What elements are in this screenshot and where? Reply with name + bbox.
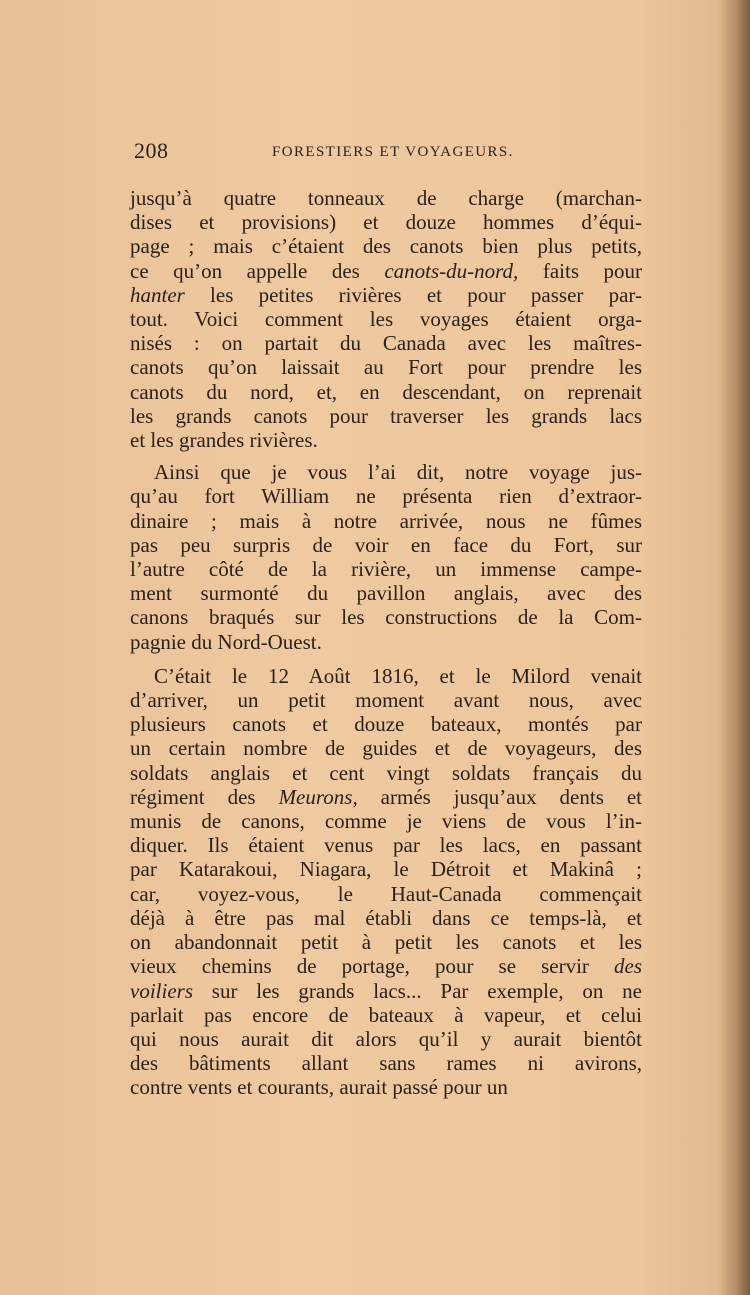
italic-text: hanter xyxy=(130,282,185,307)
italic-text: voiliers xyxy=(130,978,193,1003)
text-line: canons braqués sur les constructions de la Com- xyxy=(130,605,642,630)
text-line: par Katarakoui, Niagara, le Détroit et Makinâ ; xyxy=(130,857,642,882)
text-line: munis de canons, comme je viens de vous l’in- xyxy=(130,809,642,834)
paragraph xyxy=(130,664,642,1100)
page-number: 208 xyxy=(134,138,169,163)
text-line: pas peu surpris de voir en face du Fort, sur xyxy=(130,532,642,557)
text-line: nisés : on partait du Canada avec les maîtres- xyxy=(130,331,642,356)
text-line: jusqu’à quatre tonneaux de charge (marchan- xyxy=(130,186,642,210)
text-line: C’était le 12 Août 1816, et le Milord venait xyxy=(154,663,642,688)
body-text xyxy=(130,186,642,1100)
text-line: dinaire ; mais à notre arrivée, nous ne fûmes xyxy=(130,508,642,533)
text-line: voiliers sur les grands lacs... Par exemple, on ne xyxy=(130,978,642,1003)
text-line: ce qu’on appelle des canots-du-nord, faits pour xyxy=(130,258,642,283)
text-line: d’arriver, un petit moment avant nous, avec xyxy=(130,688,642,713)
text-line: déjà à être pas mal établi dans ce temps-là, et xyxy=(130,905,642,930)
text-line: qui nous aurait dit alors qu’il y aurait bientôt xyxy=(130,1026,642,1051)
text-line: car, voyez-vous, le Haut-Canada commençait xyxy=(130,881,642,906)
text-line: ment surmonté du pavillon anglais, avec des xyxy=(130,581,642,606)
paragraph xyxy=(130,460,642,654)
text-line: régiment des Meurons, armés jusqu’aux dents et xyxy=(130,784,642,809)
text-line: pagnie du Nord-Ouest. xyxy=(130,629,322,654)
italic-text: des xyxy=(614,954,642,979)
text-line: contre vents et courants, aurait passé pour un xyxy=(130,1075,508,1100)
text-line: plusieurs canots et douze bateaux, montés par xyxy=(130,712,642,737)
text-line: un certain nombre de guides et de voyageurs, des xyxy=(130,736,642,761)
text-line: dises et provisions) et douze hommes d’équi- xyxy=(130,210,642,235)
text-line: page ; mais c’étaient des canots bien plus petits, xyxy=(130,234,642,259)
text-line: des bâtiments allant sans rames ni avirons, xyxy=(130,1051,642,1076)
italic-text: canots-du-nord, xyxy=(384,258,519,283)
text-line: qu’au fort William ne présenta rien d’extraor- xyxy=(130,484,642,509)
text-line: et les grandes rivières. xyxy=(130,428,318,453)
text-line: soldats anglais et cent vingt soldats français du xyxy=(130,760,642,785)
running-head: FORESTIERS ET VOYAGEURS. xyxy=(272,144,514,160)
text-line: parlait pas encore de bateaux à vapeur, et celui xyxy=(130,1002,642,1027)
text-line: Ainsi que je vous l’ai dit, notre voyage jus- xyxy=(154,460,642,485)
italic-text: Meurons, xyxy=(278,784,358,809)
page-gutter-shadow xyxy=(716,0,750,1295)
paragraph xyxy=(130,186,642,452)
text-line: canots qu’on laissait au Fort pour prendre les xyxy=(130,355,642,380)
text-line: l’autre côté de la rivière, un immense campe- xyxy=(130,557,642,582)
text-line: hanter les petites rivières et pour passer par- xyxy=(130,282,642,307)
text-line: les grands canots pour traverser les grands lacs xyxy=(130,403,642,428)
text-line: diquer. Ils étaient venus par les lacs, en passant xyxy=(130,833,642,858)
page-header xyxy=(134,138,646,168)
text-line: tout. Voici comment les voyages étaient orga- xyxy=(130,307,642,332)
text-line: vieux chemins de portage, pour se servir des xyxy=(130,954,642,979)
text-line: canots du nord, et, en descendant, on reprenait xyxy=(130,379,642,404)
text-line: on abandonnait petit à petit les canots et les xyxy=(130,930,642,955)
